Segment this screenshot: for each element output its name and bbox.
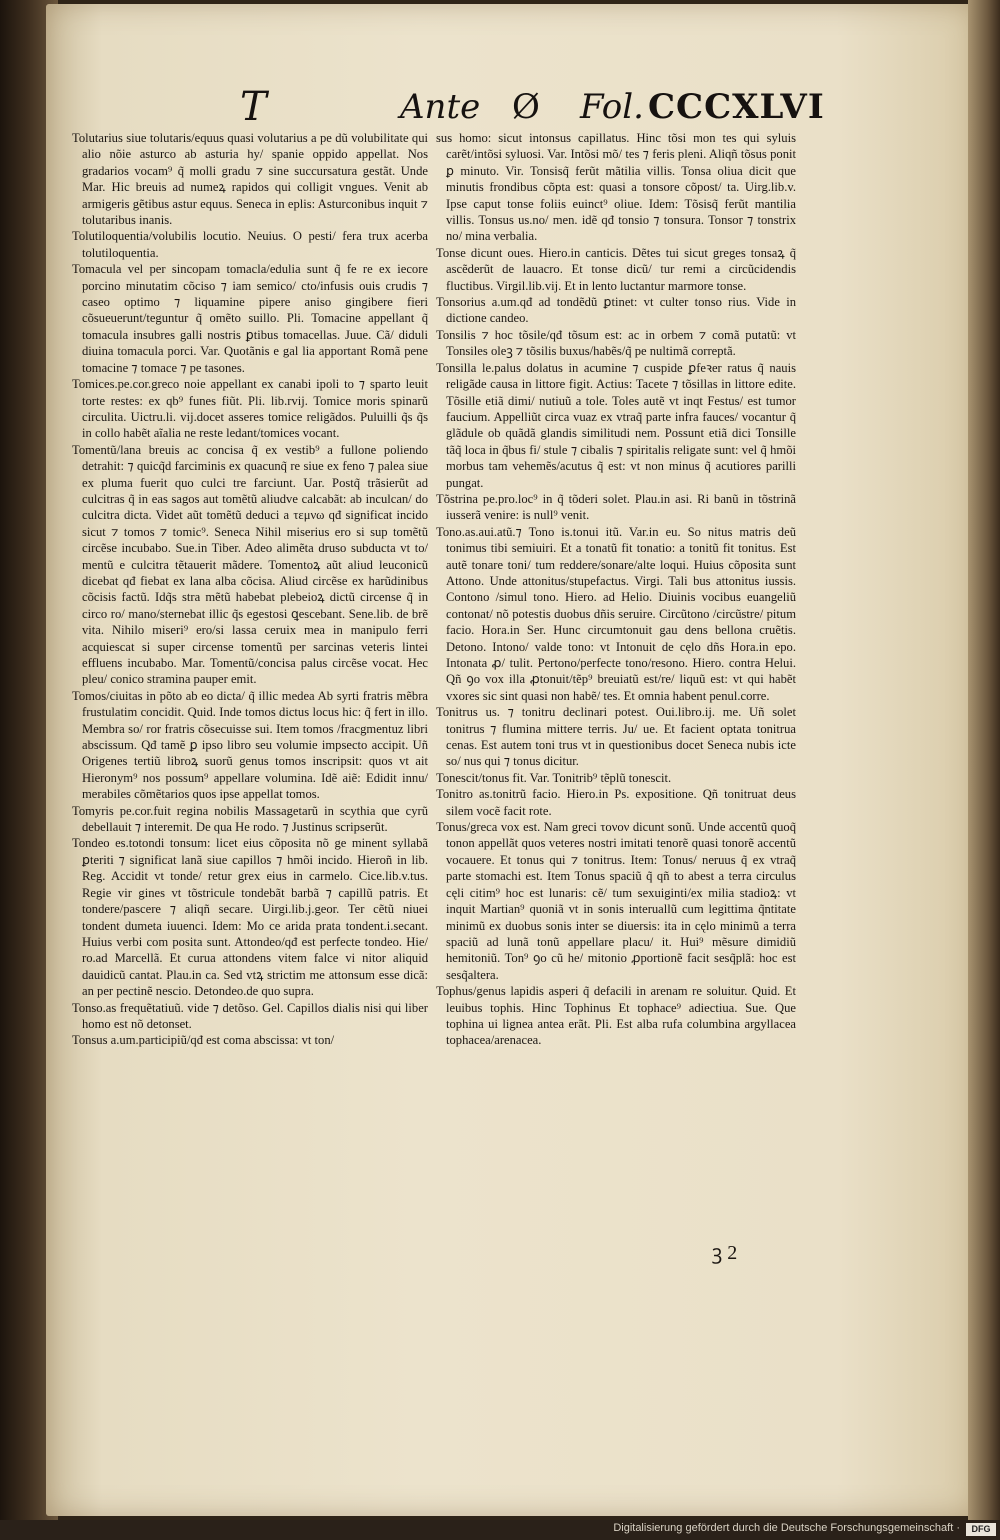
header-mark: Ø	[512, 87, 540, 127]
dictionary-entry: Tonsilis ⁊ hoc tõsile/qđ tõsum est: ac in orbem ⁊ comã putatũ: vt Tonsiles oleꝫ ⁊ tõsilis buxus/habẽs/q̃ pe nultimã correptã.	[436, 327, 796, 359]
dictionary-entry: Tonsorius a.um.qđ ad tondẽdũ ꝑtinet: vt culter tonso rius. Vide in dictione candeo.	[436, 295, 796, 326]
footer-credit: Digitalisierung gefördert durch die Deutsche Forschungsgemeinschaft ·	[613, 1522, 960, 1534]
dictionary-entry: Tomos/ciuitas in põto ab eo dicta/ q̃ illic medea Ab syrti fratris mẽbra frustulatim concidit. Quid. Inde tomos dictus locus hic: q̃ fert in illo. Membra so/ ror fratris cõsecuisse sui. Item tomos /fracgmentuz libri abscissum. Qđ tamẽ ꝑ ipso libro seu volumie impsecto accipit. Uñ Origenes tertiũ libroꝝ suorũ genus tomos inscripsit: quos vt ait Hieronym⁹ nos possum⁹ appellare volumina. Idẽ aiẽ: Edidit innu/ merabiles cõmẽtarios quos ipse appellat tomos.	[72, 688, 428, 802]
signature-mark: ꝫ 2	[712, 1242, 738, 1264]
digitization-footer	[0, 1520, 1000, 1540]
dictionary-entry: Tonsilla le.palus dolatus in acumine ⁊ cuspide ꝑfeꝛer ratus q̃ nauis religãde causa in littore figit. Actius: Tacete ⁊ tõsillas in littore edite. Tõsille etiã dimi/ nutiuũ a tole. Toles autẽ vt inqt Festus/ est tumor faucium. Appelliũt circa vuaz ex vtraq̃ parte infra fauces/ vocantur q̃ glãdule ob quãdã glandis similitudi nem. Possunt etiã dici Tonsille tãq̃ loca in q̃bus fi/ stule ⁊ cibalis ⁊ spiritalis religate sunt: vel q̃ hmõi morbus tam vehemẽs/acutus q̃ est: vt non minus q̃ acutiores parilli pungat.	[436, 360, 796, 490]
dictionary-entry: Tomices.pe.cor.greco noie appellant ex canabi ipoli to ⁊ sparto leuit torte restes: ex qb⁹ funes fiũt. Pli. lib.rvij. Tomice moris spinarũ circulita. Uictru.li. vij.docet asseres tomice religãdos. Puluilli q̃s q̃s in collo habẽt aĩalia ne reste ledant/tomices vocant.	[72, 377, 428, 441]
page-edge	[968, 0, 1000, 1540]
folio-number: CCCXLVI	[648, 87, 825, 127]
dictionary-entry: Tonse dicunt oues. Hiero.in canticis. Dẽtes tui sicut greges tonsaꝝ q̃ ascẽderũt de lauacro. Et tonse dicũ/ tur remi a circũcidendis fluctibus. Virgil.lib.vij. Et in lento luctantur marmore tonse.	[436, 245, 796, 293]
dictionary-entry: Tõstrina pe.pro.loc⁹ in q̃ tõderi solet. Plau.in asi. Ri banũ in tõstrinã iusserã venire: is null⁹ venit.	[436, 491, 796, 523]
header-letter: T	[240, 84, 267, 130]
dictionary-entry: Tolutiloquentia/volubilis locutio. Neuius. O pesti/ fera trux acerba tolutiloquentia.	[72, 229, 428, 260]
dictionary-entry: sus homo: sicut intonsus capillatus. Hinc tõsi mon tes qui syluis carẽt/intõsi syluosi. Var. Intõsi mõ/ tes ⁊ feris pleni. Aliqñ tõsus ponit ꝑ minuto. Vir. Tonsisq̃ ferũt mãtilia villis. Tonsa oliua dicit que minutis frondibus cõpta est: quasi a tonsore cõpost/ ta. Uirg.lib.v. Ipse caput tonse foliis euinct⁹ oliue. Idem: Tõsisq̃ ferũt mantilia villis. Tonsus us.no/ men. idẽ qđ tonsio ⁊ tonsura. Tonsor ⁊ tonstrix no/ mina verbalia.	[436, 131, 796, 244]
dictionary-entry: Tonitro as.tonitrũ facio. Hiero.in Ps. expositione. Qñ tonitruat deus silem vocẽ facit rote.	[436, 787, 796, 818]
running-header	[240, 84, 825, 132]
dictionary-entry: Tonescit/tonus fit. Var. Tonitrib⁹ tẽplũ tonescit.	[436, 770, 672, 785]
header-fol: Fol.	[580, 87, 644, 127]
dictionary-entry: Tonus/greca vox est. Nam greci τονον dicunt sonũ. Unde accentũ quoq̃ tonon appellãt quos veteres nostri imitati tenorẽ quasi tonorẽ accentũ vocauere. Et tonus qui ⁊ tonitrus. Item: Tonus/ neruus q̃ ex vtraq̃ parte stomachi est. Item Tonus spaciũ q̃ qñ to abest a terra circulus cęli citim⁹ hoc est lunaris: cẽ/ tum sexuiginti/ex milia stadioꝝ: vt inquit Martian⁹ quoniã vt in sonis interuallũ cum legittima q̃ntitate minimũ ex duobus sonis inter se diuersis: ita in cęlo minimũ a terra spaciũ ad lunã tonũ appellare placu/ it. Hui⁹ mẽsure dimidiũ hemitoniũ. Ton⁹ ꝯo cũ he/ mitonio ꝓportionẽ facit sesq̃plã: hoc est sesq̃altera.	[436, 820, 796, 982]
right-column	[436, 130, 796, 1049]
dictionary-entry: Tonso.as frequẽtatiuũ. vide ⁊ detõso. Gel. Capillos dialis nisi qui liber homo est nõ detonset.	[72, 1000, 428, 1031]
header-word: Ante	[400, 87, 481, 127]
dictionary-entry: Tomacula vel per sincopam tomacla/edulia sunt q̃ fe re ex iecore porcino minutatim cõciso ⁊ iam semico/ cto/infusis ouis crudis ⁊ caseo optimo ⁊ liquamine pipere aniso gingibere fieri cõsueuerunt/teguntur q̃ omẽto suillo. Pli. Tomacine appellant q̃ tomacula insubres galli nostris ꝑtibus tomacellas. Juue. Cã/ diduli diuina tomacula porci. Var. Quotãnis e gal lia apportant Romã pene tomacine ⁊ tomace ⁊ pe tasones.	[72, 262, 428, 375]
dictionary-entry: Tolutarius siue tolutaris/equus quasi volutarius a pe dũ volubilitate qui alio nõie asturco ab asturia hy/ spanie oppido appellat. Nos gradarios vocam⁹ q̃ molli gradu ⁊ sine succursatura gestãt. Unde Mar. Hic breuis ad numeꝝ rapidos qui colligit vngues. Venit ab armigeris gẽtibus astur equus. Seneca in eplis: Asturconibus inquit ⁊ tolutaribus inanis.	[72, 131, 428, 228]
left-column	[72, 130, 428, 1049]
dictionary-entry: Tomyris pe.cor.fuit regina nobilis Massagetarũ in scythia que cyrũ debellauit ⁊ interemit. De qua He rodo. ⁊ Justinus scripserũt.	[72, 803, 428, 835]
dictionary-entry: Tomentũ/lana breuis ac concisa q̃ ex vestib⁹ a fullone poliendo detrahit: ⁊ quicq̃d farciminis ex quacunq̃ re siue ex feno ⁊ palea siue ex pluma fuerit quo culci tre farciunt. Uar. Postq̃ trãsierũt ad culcitras q̃ in eas sagos aut tomẽtũ aliudve calcabãt: ab inculcan/ do culcitra dicta. Videt aũt tomẽtũ deduci a τεμνω qđ significat incido sicut ⁊ tomos ⁊ tomic⁹. Seneca Nihil miserius ero si sup tomẽtũ circẽse incubabo. Sue.in Tiber. Adeo alimẽta druso subducta vt to/ mentũ e culcitra tẽtauerit mãdere. Tomentoꝝ aũt aliud leuconicũ dicebat qđ fiebat ex lana alba cõcisa. Aliud circẽse ex harũdinibus cõcisis factũ. Idq̃s stra mẽtũ habebat plebeioꝝ dictũ circense q̃ in circo ro/ mano/sternebat illic q̃s egestosi ꝗescebant. Sene.lib. de brẽ vita. Nihilo miseri⁹ ero/si lassa ceruix mea in manipulo ferri acquiescat si super circense tomentũ per sarcinas veteris lintei effluens incubabo. Mar. Tomentũ/concisa palus circẽse vocat. Hec pleu/ conico stramina pauper emit.	[72, 442, 428, 687]
dictionary-entry: Tonitrus us. ⁊ tonitru declinari potest. Oui.libro.ij. me. Uñ solet tonitrus ⁊ flumina mittere terris. Ju/ ue. Et facient optata tonitrua cenas. Est autem toni trus vt in questionibus docet Seneca nubis icte so/ nus qui ⁊ tonus dicitur.	[436, 705, 796, 769]
dictionary-entry: Tophus/genus lapidis asperi q̃ defacili in arenam re soluitur. Quid. Et leuibus tophis. Hinc Tophinus Et tophace⁹ adiectiua. Sue. Que tophina ui lignea antea erãt. Pli. Est alba rufa columbina argyllacea tophacea/arenacea.	[436, 984, 796, 1048]
dictionary-entry: Tono.as.aui.atũ.⁊ Tono is.tonui itũ. Var.in eu. So nitus matris deũ tonimus tibi semiuiri. Et a tonatũ fit tonatio: a tonitũ fit tonitus. Est autẽ tonare toni/ tum reddere/sonare/alte loqui. Huius cõposita sunt Attono. Unde attonitus/stupefactus. Virgi. Tali bus attonitus iussis. Contono /simul tono. Hiero. ad Helio. Diuinis vocibus euangeliũ contonat/ nõ potestis duobus dñis seruire. Circũtono /circũstre/ pitum facio. Hora.in Ser. Hunc circumtonuit gau dens bellona cruẽtis. Detono. Intono/ valde tono: vt Intonuit de cęlo dñs Hora.in epo. Intonata ꝓ/ tulit. Pertono/perfecte tono/resono. Hiero. contra Helui. Qñ ꝯo vox illa ꝓtonuit/tẽp⁹ breuiatũ est/re/ liquũ est: vt qui habẽt vxores sic sint quasi non habẽ/ tes. Et omnia habent penul.corre.	[436, 524, 796, 703]
dictionary-entry: Tonsus a.um.participiũ/qđ est coma abscissa: vt ton/	[72, 1033, 335, 1048]
dfg-logo: DFG	[966, 1523, 996, 1536]
dictionary-entry: Tondeo es.totondi tonsum: licet eius cõposita nõ ge minent syllabã ꝑteriti ⁊ significat lanã siue capillos ⁊ hmõi incido. Hieroñ in lib. Reg. Accidit vt tonde/ retur grex eius in carmelo. Cice.lib.v.tus. Regie vir gines vt tõstricule tondebãt barbã ⁊ capillũ patris. Et tondere/pascere ⁊ aliqñ secare. Uirgi.lib.j.geor. Ter cẽtũ niuei tondent dumeta iuuenci. Idem: Mo ce arida prata tondent.i.secant. Huius verbi com posita sunt. Attondeo/qđ est perfecte tondeo. Hie/ ro.ad Marcellã. Et curua attondens vitem falce vi nitor aliquid dauidicũ cantat. Plau.in ca. Sed vtꝝ strictim me attonsum esse dicã: an per pectinẽ nescio. Detondeo.de quo supra.	[72, 836, 428, 999]
